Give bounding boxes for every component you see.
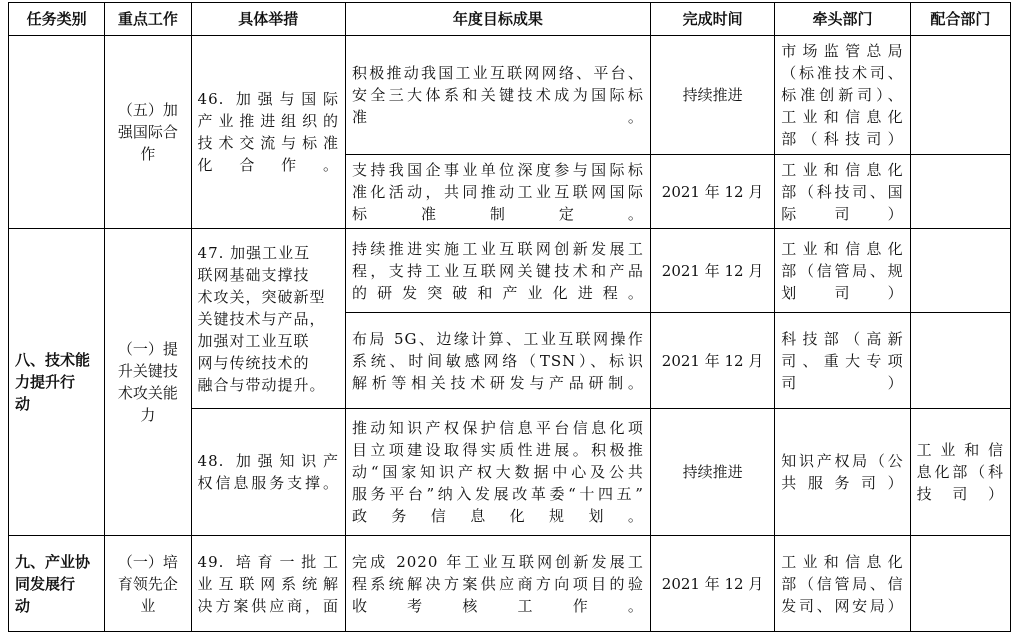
header-focus-work: 重点工作 (105, 3, 191, 36)
support-cell (910, 313, 1010, 409)
focus-cell: （一）培 育领先企 业 (105, 536, 191, 632)
header-completion-time: 完成时间 (650, 3, 774, 36)
header-lead-department: 牵头部门 (775, 3, 910, 36)
support-cell (910, 155, 1010, 229)
lead-cell: 工业和信息化 部（信管局、规 划司） (775, 229, 910, 313)
lead-cell: 市场监管总局 （标准技术司、 标准创新司）、 工业和信息化 部（科技司） (775, 36, 910, 155)
table-row (9, 36, 1011, 155)
lead-cell: 知识产权局（公 共服务司） (775, 409, 910, 536)
goal-cell: 完成 2020 年工业互联网创新发展工 程系统解决方案供应商方向项目的验 收考核工作。 (345, 536, 650, 632)
lead-cell: 工业和信息化 部（科技司、国 际司） (775, 155, 910, 229)
table-row (9, 229, 1011, 313)
focus-cell: （五）加 强国际合 作 (105, 36, 191, 229)
goal-cell: 积极推动我国工业互联网网络、平台、 安全三大体系和关键技术成为国际标 准。 (345, 36, 650, 155)
support-cell (910, 36, 1010, 155)
goal-cell: 持续推进实施工业互联网创新发展工 程，支持工业互联网关键技术和产品 的研发突破和产业化进程。 (345, 229, 650, 313)
measure-cell: 47. 加强工业互 联网基础支撑技 术攻关，突破新型 关键技术与产品， 加强对工业互联 网与传统技术的 融合与带动提升。 (191, 229, 345, 409)
category-cell: 九、产业协 同发展行 动 (9, 536, 105, 632)
header-task-category: 任务类别 (9, 3, 105, 36)
support-cell (910, 229, 1010, 313)
category-cell: 八、技术能 力提升行 动 (9, 229, 105, 536)
focus-cell: （一）提 升关键技 术攻关能 力 (105, 229, 191, 536)
table-row (9, 536, 1011, 632)
header-row (9, 3, 1011, 36)
time-cell: 2021 年 12 月 (650, 155, 774, 229)
measures-table (8, 2, 1011, 632)
lead-cell: 工业和信息化 部（信管局、信 发司、网安局） (775, 536, 910, 632)
goal-cell: 推动知识产权保护信息平台信息化项 目立项建设取得实质性进展。积极推 动“国家知识产权大数据中心及公共 服务平台”纳入发展改革委“十四五” 政务信息化规划。 (345, 409, 650, 536)
header-supporting-department: 配合部门 (910, 3, 1010, 36)
measure-cell: 48. 加强知识产 权信息服务支撑。 (191, 409, 345, 536)
header-specific-measures: 具体举措 (191, 3, 345, 36)
goal-cell: 布局 5G、边缘计算、工业互联网操作 系统、时间敏感网络（TSN）、标识 解析等相关技术研发与产品研制。 (345, 313, 650, 409)
time-cell: 2021 年 12 月 (650, 536, 774, 632)
time-cell: 持续推进 (650, 36, 774, 155)
time-cell: 2021 年 12 月 (650, 313, 774, 409)
category-cell (9, 36, 105, 229)
time-cell: 持续推进 (650, 409, 774, 536)
measure-cell: 49. 培育一批工 业互联网系统解 决方案供应商，面 (191, 536, 345, 632)
support-cell (910, 536, 1010, 632)
measure-cell: 46. 加强与国际 产业推进组织的 技术交流与标准 化合作。 (191, 36, 345, 229)
header-annual-goal: 年度目标成果 (345, 3, 650, 36)
support-cell: 工业和信 息化部（科 技司） (910, 409, 1010, 536)
lead-cell: 科技部（高新 司、重大专项 司） (775, 313, 910, 409)
time-cell: 2021 年 12 月 (650, 229, 774, 313)
goal-cell: 支持我国企事业单位深度参与国际标 准化活动，共同推动工业互联网国际 标准制定。 (345, 155, 650, 229)
